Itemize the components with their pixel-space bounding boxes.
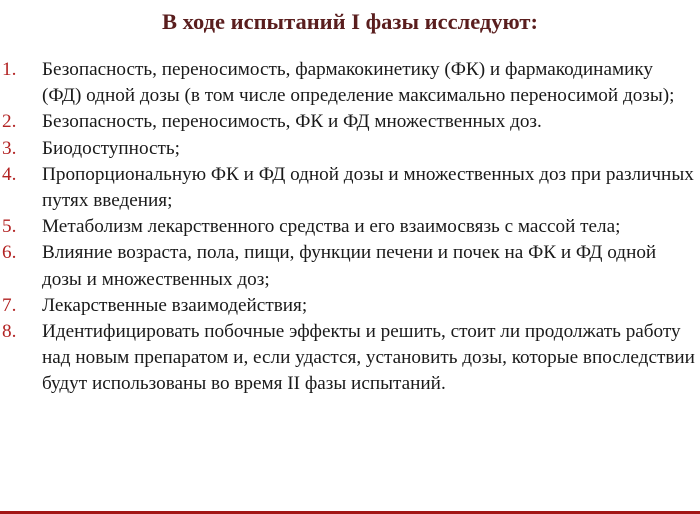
list-item-text: Идентифицировать побочные эффекты и решить, стоит ли продолжать работу над новым препаратом и, если удастся, установить дозы, которые впоследствии будут использованы во время II фазы испытаний. xyxy=(42,321,695,395)
list-item-text: Лекарственные взаимодействия; xyxy=(42,294,308,316)
list-item xyxy=(0,57,700,109)
list-item-text: Безопасность, переносимость, ФК и ФД множественных доз. xyxy=(42,111,542,133)
list-item xyxy=(0,240,700,292)
list-item-number: 7. xyxy=(2,294,17,316)
list-item xyxy=(0,293,700,319)
list-item-number: 8. xyxy=(2,321,17,343)
list-item xyxy=(0,136,700,162)
list-item-text: Метаболизм лекарственного средства и его взаимосвязь с массой тела; xyxy=(42,216,621,238)
list-item-number: 3. xyxy=(2,137,17,159)
phase-one-list xyxy=(0,57,700,398)
slide-title: В ходе испытаний I фазы исследуют: xyxy=(162,9,538,34)
list-item-number: 1. xyxy=(2,59,17,80)
list-item-text: Пропорциональную ФК и ФД одной дозы и множественных доз при различных путях введения; xyxy=(42,163,694,212)
list-item xyxy=(0,214,700,240)
list-item-number: 6. xyxy=(2,242,17,264)
list-item-text: Биодоступность; xyxy=(42,137,180,159)
list-item-text: Влияние возраста, пола, пищи, функции печени и почек на ФК и ФД одной дозы и множественных доз; xyxy=(42,242,657,290)
list-item xyxy=(0,162,700,214)
list-item xyxy=(0,319,700,398)
list-item-number: 2. xyxy=(2,111,17,133)
list-item xyxy=(0,109,700,135)
list-item-text: Безопасность, переносимость, фармакокинетику (ФК) и фармакодинамику (ФД) одной дозы (в том числе определение максимально переносимой дозы); xyxy=(42,59,675,107)
list-item-number: 4. xyxy=(2,163,17,185)
list-item-number: 5. xyxy=(2,216,17,238)
